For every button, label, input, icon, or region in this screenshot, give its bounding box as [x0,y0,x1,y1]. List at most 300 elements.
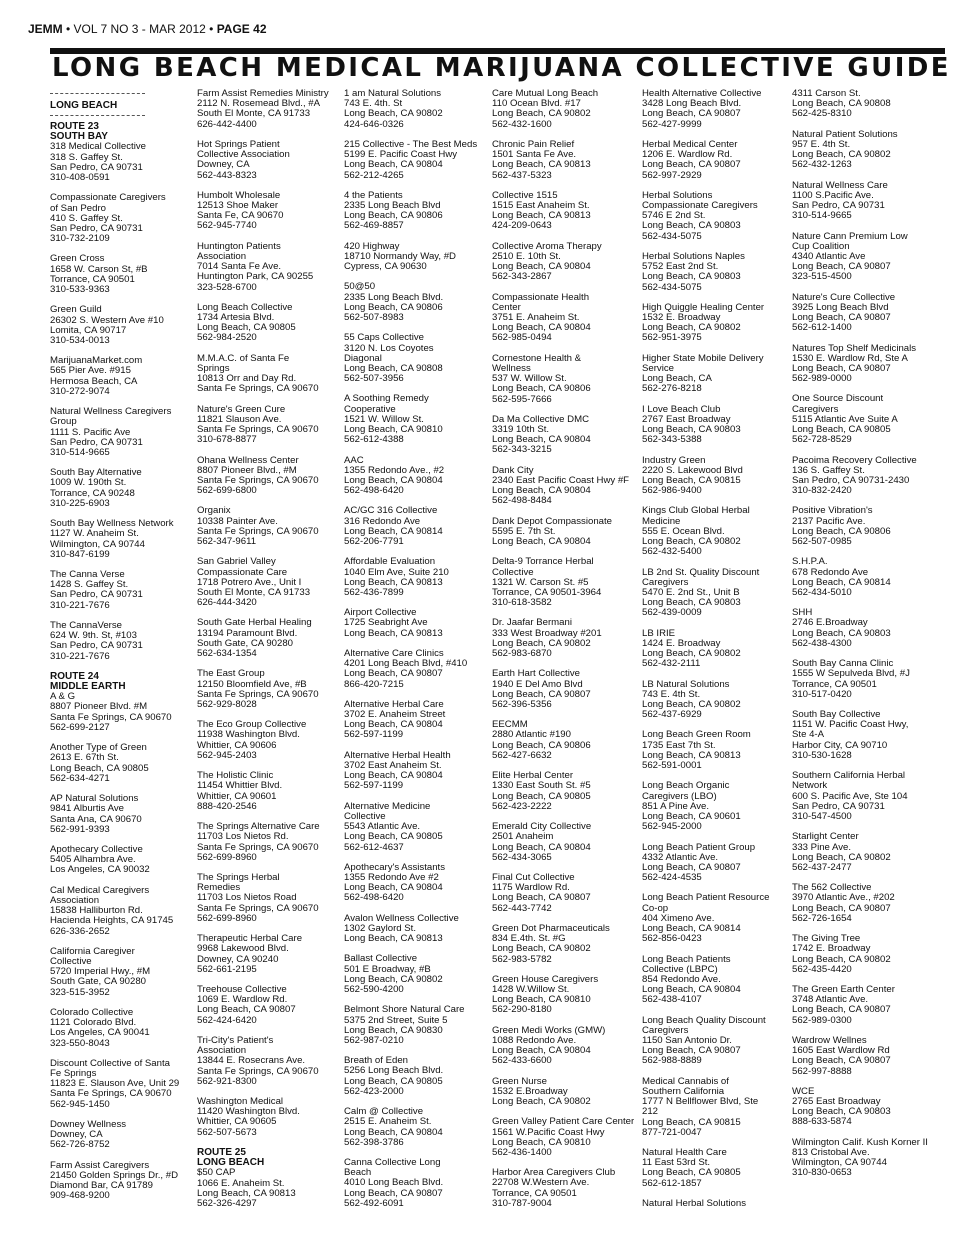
collective-listing [642,1199,784,1209]
collective-listing [50,193,192,244]
listing-line: 562-276-8218 [642,383,702,395]
listing-line: 562-438-4300 [792,637,852,649]
listing-line: 1150 San Antonio Dr. [642,1035,732,1047]
listing-line: 310-514-9665 [50,446,110,458]
collective-listing [50,142,192,183]
listing-line: Lomita, CA 90717 [50,324,127,336]
listing-line: 11821 Slauson Ave. [197,413,282,425]
listing-line: Long Beach, CA 90814 [792,576,891,588]
listing-line: 562-507-3956 [344,373,404,385]
collective-listing [50,621,192,662]
listing-line: Downey Wellness [50,1118,127,1130]
listing-line: Long Beach, CA 90803 [642,271,741,283]
listing-line: 5752 East 2nd St. [642,261,719,273]
listing-line: of San Pedro [50,202,107,214]
listing-line: 562-427-9999 [642,118,702,130]
listing-line: 866-420-7215 [344,678,404,690]
listing-line: Long Beach, CA 90815 [642,1116,741,1128]
listing-line: 877-721-0047 [642,1126,702,1138]
listing-line: Therapeutic Herbal Care [197,933,303,945]
page-number: PAGE 42 [216,22,267,36]
collective-listing [197,1168,339,1209]
listing-line: A & G [50,691,76,703]
listing-line: 11823 E. Slauson Ave, Unit 29 [50,1078,180,1090]
listing-line: 1302 Gaylord St. [344,922,416,934]
listing-line: 13194 Paramount Blvd. [197,627,298,639]
listing-line: 310-533-9363 [50,284,110,296]
listing-line: South Bay Wellness Network [50,518,174,530]
listing-line: High Quiggle Healing Center [642,301,765,313]
listing-line: Long Beach, CA 90807 [642,108,741,120]
listing-line: 562-921-8300 [197,1075,257,1087]
listing-line: 4 the Patients [344,189,403,201]
listing-line: 562-343-5388 [642,434,702,446]
listing-line: Torrance, CA 90501 [792,678,877,690]
collective-listing [344,506,486,547]
collective-listing [50,794,192,835]
listing-line: Santa Fe, CA 90670 [197,210,284,222]
listing-line: Long Beach, CA 90805 [344,831,443,843]
listing-line: 424-209-0643 [492,220,552,232]
listing-line: Long Beach, CA 90806 [492,383,591,395]
listing-line: Industry Green [642,454,706,466]
listing-line: 310-547-4500 [792,811,852,822]
listing-line: Long Beach Patients [642,953,731,965]
listing-line: 310-225-6903 [50,497,110,509]
listing-line: Apothecary's Assistants [344,861,446,873]
listing-line: Cooperative [344,403,396,415]
listing-line: 1066 E. Anaheim St. [197,1177,285,1189]
collective-listing [642,354,784,395]
listing-line: Long Beach, CA 90814 [344,525,443,537]
listing-line: MIDDLE EARTH [50,681,126,693]
collective-listing [792,130,934,171]
listing-line: Compassionate Caregivers [50,192,166,204]
listing-line: 1725 Seabright Ave [344,617,428,629]
listing-line: 562-432-1600 [492,118,552,130]
listing-line: 562-945-7740 [197,220,257,232]
listing-line: 562-612-4388 [344,434,404,446]
listing-line: Whittier, CA 90606 [197,739,277,751]
listing-line: Da Ma Collective DMC [492,413,590,425]
listing-line: 22708 W.Western Ave. [492,1177,590,1189]
listing-line: Alternative Medicine [344,800,431,812]
listing-line: 1040 Elm Ave, Suite 210 [344,566,449,578]
listing-line: 562-997-2929 [642,169,702,181]
collective-listing [642,1148,784,1189]
collective-listing [50,356,192,397]
listing-line: 410 S. Gaffey St. [50,212,123,224]
listing-line: 562-634-4271 [50,772,110,784]
listing-line: Natural Wellness Caregivers [50,406,172,418]
listing-line: AAC [344,454,364,466]
listing-line: Wilmington Calif. Kush Korner II [792,1136,928,1148]
listing-line: M.M.A.C. of Santa Fe [197,352,290,364]
listing-line: 1069 E. Wardlow Rd. [197,994,288,1006]
listing-line: 537 W. Willow St. [492,373,567,385]
collective-listing [197,557,339,608]
listing-line: 12150 Bloomfield Ave, #B [197,678,307,690]
collective-listing [792,506,934,547]
listing-line: The Springs Alternative Care [197,821,320,833]
collective-listing [344,1005,486,1046]
collective-listing [792,344,934,385]
listing-line: 1330 East South St. #5 [492,780,591,792]
listing-line: Fe Springs [50,1068,97,1080]
listing-line: 11420 Washington Blvd. [197,1106,300,1118]
listing-line: Long Beach, CA 90804 [492,536,591,548]
listing-line: Another Type of Green [50,742,147,754]
listing-line: Long Beach Quality Discount [642,1014,766,1026]
listing-line: Long Beach, CA 90804 [492,1045,591,1057]
listing-line: 310-530-1628 [792,749,852,761]
listing-line: 562-929-8028 [197,698,257,710]
collective-listing [642,680,784,721]
collective-listing [50,570,192,611]
listing-line: 562-699-8960 [197,851,257,863]
listing-line: Kings Club Global Herbal [642,505,750,517]
listing-line: 9841 Alburtis Ave [50,803,124,815]
directory-column [792,89,934,1229]
listing-line: 562-434-5075 [642,230,702,242]
collective-listing [50,947,192,998]
listing-line: 2510 E. 10th St. [492,250,561,262]
listing-line: Care Mutual Long Beach [492,89,599,99]
listing-line: 310-678-8877 [197,434,257,446]
collective-listing [492,618,634,659]
collective-listing [197,140,339,181]
listing-line: Alternative Herbal Care [344,698,444,710]
listing-line: 562-945-2000 [642,821,702,833]
listing-line: 11938 Washington Blvd. [197,729,300,741]
listing-line: 562-424-4535 [642,872,702,884]
listing-line: 562-437-2477 [792,861,852,873]
listing-line: Humbolt Wholesale [197,189,281,201]
listing-line: Santa Fe Springs, CA 90670 [197,474,319,486]
listing-line: 1605 East Wardlow Rd [792,1045,890,1057]
listing-line: Santa Fe Springs, CA 90670 [197,383,319,395]
listing-line: The Canna Verse [50,569,125,581]
listing-line: 4340 Atlantic Ave [792,250,866,262]
collective-listing [792,659,934,700]
listing-line: 310-787-9004 [492,1197,552,1209]
collective-listing [344,802,486,853]
listing-line: Long Beach, CA 90807 [642,1045,741,1057]
listing-line: 1658 W. Carson St, #B [50,263,148,275]
collective-listing [344,1107,486,1148]
listing-line: Delta-9 Torrance Herbal [492,556,594,568]
listing-line: 136 S. Gaffey St. [792,464,865,476]
listing-line: 1742 E. Broadway [792,943,871,955]
collective-listing [50,1059,192,1110]
listing-line: The Holistic Clinic [197,770,274,782]
listing-line: Long Beach, CA 90813 [492,159,591,171]
listing-line: 562-443-7742 [492,902,552,914]
listing-line: 562-507-0985 [792,536,852,548]
listing-line: Farm Assist Remedies Ministry [197,89,329,99]
listing-line: Long Beach, CA 90803 [792,1106,891,1118]
collective-listing [642,1077,784,1138]
listing-line: 562-434-3065 [492,851,552,863]
listing-line: 562-726-8752 [50,1139,110,1151]
listing-line: 562-436-7899 [344,586,404,598]
listing-line: 2613 E. 67th St. [50,752,119,764]
collective-listing [642,730,784,771]
collective-listing [492,89,634,130]
listing-line: Ballast Collective [344,953,418,965]
listing-line: Huntington Park, CA 90255 [197,271,314,283]
collective-listing [50,407,192,458]
listing-line: Long Beach Collective [197,301,293,313]
listing-line: 5746 E 2nd St. [642,210,706,222]
listing-line: 562-856-0423 [642,933,702,945]
listing-line: San Pedro, CA 90731 [50,436,143,448]
listing-line: 562-991-9393 [50,823,110,835]
listing-line: Long Beach, CA 90806 [792,525,891,537]
listing-line: 562-507-8983 [344,312,404,324]
listing-line: 562-661-2195 [197,963,257,975]
listing-line: Long Beach, CA 90802 [642,536,741,548]
listing-line: Long Beach, CA 90813 [344,933,443,945]
collective-listing [492,975,634,1016]
listing-line: Cypress, CA 90630 [344,261,427,273]
listing-line: 888-420-2546 [197,800,257,812]
listing-line: 4311 Carson St. [792,89,861,99]
listing-line: Dank City [492,464,534,476]
listing-line: 15838 Halliburton Rd. [50,905,143,917]
collective-listing [50,519,192,560]
listing-line: 3702 East Anaheim St. [344,759,442,771]
collective-listing [792,232,934,283]
listing-line: 310-830-0653 [792,1167,852,1179]
listing-line: Affordable Evaluation [344,556,436,568]
listing-line: Hot Springs Patient [197,138,280,150]
collective-listing [344,954,486,995]
listing-line: 562-498-6420 [344,485,404,497]
collective-listing [197,191,339,232]
listing-line: Downey, CA [197,159,250,171]
collective-listing [492,720,634,761]
listing-line: Los Angeles, CA 90041 [50,1027,150,1039]
listing-line: Association [50,894,100,906]
listing-line: 562-212-4265 [344,169,404,181]
listing-line: 813 Cristobal Ave. [792,1146,870,1158]
collective-listing [344,282,486,323]
collective-listing [492,517,634,548]
listing-line: Earth Hart Collective [492,668,580,680]
collective-listing [492,293,634,344]
listing-line: 562-424-6420 [197,1014,257,1026]
listing-line: Colorado Collective [50,1006,134,1018]
listing-line: 834 E.4th. St. #G [492,933,566,945]
listing-line: Group [50,416,77,428]
listing-line: Long Beach, CA 90807 [344,1187,443,1199]
collective-listing [197,985,339,1026]
listing-line: San Pedro, CA 90731 [50,161,143,173]
listing-line: 12513 Shoe Maker [197,200,279,212]
listing-line: 1777 N Bellflower Blvd, Ste [642,1096,759,1108]
listing-line: Cornestone Health & [492,352,582,364]
listing-line: 310-517-0420 [792,688,852,700]
listing-line: 1121 Colorado Blvd. [50,1017,137,1029]
listing-line: 5115 Atlantic Ave Suite A [792,413,898,425]
listing-line: 2137 Pacific Ave. [792,515,866,527]
listing-line: San Pedro, CA 90731 [792,800,885,812]
listing-line: Alternative Herbal Health [344,749,451,761]
listing-line: Santa Fe Springs, CA 90670 [197,688,319,700]
listing-line: 1501 Santa Fe Ave. [492,149,577,161]
listing-line: Herbal Medical Center [642,138,738,150]
listing-line: Long Beach Green Room [642,729,751,741]
collective-listing [492,1117,634,1158]
listing-line: Collective 1515 [492,189,558,201]
listing-line: 1428 S. Gaffey St. [50,579,129,591]
listing-line: 562-423-2222 [492,800,552,812]
listing-line: San Pedro, CA 90731 [50,589,143,601]
listing-line: 310-221-7676 [50,650,110,662]
listing-line: Center [492,301,521,313]
listing-line: Long Beach, CA 90807 [344,668,443,680]
collective-listing [197,771,339,812]
listing-line: 1561 W.Pacific Coast Hwy [492,1126,605,1138]
collective-listing [344,394,486,445]
collective-listing [642,955,784,1006]
collective-listing [197,822,339,863]
listing-line: Long Beach, CA 90802 [642,648,741,660]
listing-line: 1151 W. Pacific Coast Hwy, [792,719,909,731]
collective-listing [642,893,784,944]
collective-listing [792,985,934,1026]
listing-line: 3751 E. Anaheim St. [492,312,580,324]
listing-line: 562-988-8889 [642,1055,702,1067]
listing-line: Hacienda Heights, CA 91745 [50,915,174,927]
listing-line: Green Valley Patient Care Center [492,1116,634,1128]
collective-listing [197,456,339,497]
listing-line: Long Beach Patient Resource [642,892,770,904]
listing-line: Torrance, CA 90501-3964 [492,586,602,598]
listing-line: Health Alternative Collective [642,89,762,99]
listing-line: 310-847-6199 [50,548,110,560]
listing-line: 562-443-8323 [197,169,257,181]
listing-line: 318 S. Gaffey St. [50,151,123,163]
listing-line: Long Beach, CA 90802 [642,698,741,710]
listing-line: Santa Fe Springs, CA 90670 [197,902,319,914]
listing-line: 11703 Los Nietos Road [197,892,297,904]
listing-line: The Green Earth Center [792,984,895,996]
listing-line: 8807 Pioneer Blvd., #M [197,464,297,476]
listing-line: Long Beach Patient Group [642,841,756,853]
listing-line: 1009 W. 190th St. [50,477,127,489]
listing-line: 21450 Golden Springs Dr., #D [50,1169,178,1181]
listing-line: 562-983-6870 [492,648,552,660]
listing-line: 562-398-3786 [344,1136,404,1148]
collective-listing [792,934,934,975]
listing-line: 562-951-3975 [642,332,702,344]
listing-line: Association [197,250,247,262]
listing-line: 55 Caps Collective [344,332,424,344]
collective-listing [642,252,784,293]
listing-line: Natural Health Care [642,1147,727,1159]
listing-line: South Bay Collective [792,709,881,721]
listing-line: Long Beach, CA 90807 [642,159,741,171]
collective-listing [50,743,192,784]
listing-line: Emerald City Collective [492,821,592,833]
listing-line: One Source Discount [792,393,884,405]
listing-line: 1 am Natural Solutions [344,89,442,99]
collective-listing [492,822,634,863]
collective-listing [492,924,634,965]
listing-line: San Pedro, CA 90731 [50,222,143,234]
listing-line: Wilmington, CA 90744 [50,538,145,550]
listing-line: 310-534-0013 [50,334,110,346]
listing-line: Collective Association [197,149,290,161]
listing-line: 562-984-2520 [197,332,257,344]
listing-line: 562-432-1263 [792,159,852,171]
listing-line: Herbal Solutions [642,189,713,201]
listing-line: Long Beach, CA 90803 [792,627,891,639]
magazine-name: JEMM [28,22,63,36]
listing-line: 562-699-2127 [50,721,110,733]
listing-line: Long Beach, CA 90804 [642,984,741,996]
listing-line: Long Beach, CA 90802 [642,322,741,334]
listing-line: Starlight Center [792,831,859,843]
collective-listing [792,1087,934,1128]
collective-listing [642,456,784,497]
listing-line: 562-728-8529 [792,434,852,446]
listing-line: Remedies [197,882,241,894]
listing-line: Long Beach, CA 90803 [642,220,741,232]
listing-line: Green Medi Works (GMW) [492,1024,606,1036]
listing-line: 562-433-6600 [492,1055,552,1067]
listing-line: 333 Pine Ave. [792,841,852,853]
listing-line: Long Beach, CA 90601 [642,811,741,822]
collective-listing [642,629,784,670]
listing-line: 5595 E. 7th St. [492,525,556,537]
listing-line: Long Beach, CA 90813 [197,1187,296,1199]
listing-line: 562-469-8857 [344,220,404,232]
listing-line: Collective [492,566,534,578]
listing-line: 5375 2nd Street, Suite 5 [344,1014,448,1026]
collective-listing [344,914,486,945]
listing-line: Caregivers [642,576,689,588]
listing-line: Long Beach, CA 90813 [344,627,443,639]
listing-line: Wardrow Wellnes [792,1034,867,1046]
listing-line: Ste 4-A [792,729,824,741]
listing-line: The East Group [197,668,265,680]
listing-line: Torrance, CA 90501 [50,273,135,285]
listing-line: 1321 W. Carson St. #5 [492,576,589,588]
listing-line: 743 E. 4th. St [344,98,403,110]
listing-line: 5405 Alhambra Ave. [50,854,136,866]
listing-line: 323-515-4500 [792,271,852,283]
listing-line: 323-550-8043 [50,1037,110,1049]
listing-line: Collective Aroma Therapy [492,240,602,252]
listing-line: Washington Medical [197,1096,284,1108]
listing-line: 333 West Broadway #201 [492,627,602,639]
collective-listing [344,242,486,273]
listing-line: 1718 Potrero Ave., Unit I [197,576,302,588]
route-heading [197,1148,339,1168]
listing-line: 555 E. Ocean Blvd. [642,525,725,537]
directory-columns [50,89,950,1229]
listing-line: S.H.P.A. [792,556,828,568]
listing-line: Long Beach, CA 90804 [492,841,591,853]
listing-line: Long Beach, CA 90804 [344,159,443,171]
listing-line: Long Beach, CA 90814 [642,923,741,935]
listing-line: 5256 Long Beach Blvd. [344,1065,444,1077]
listing-line: Santa Fe Springs, CA 90670 [50,1088,172,1100]
listing-line: Hermosa Beach, CA [50,375,138,387]
